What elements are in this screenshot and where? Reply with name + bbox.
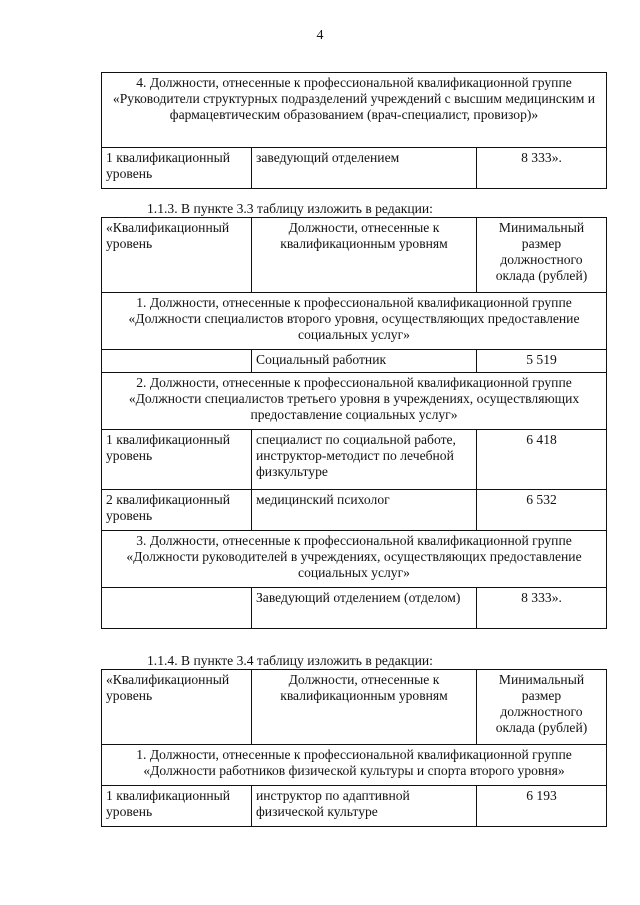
table-row: [102, 490, 607, 531]
position-cell: Социальный работник: [252, 350, 477, 373]
group-heading-row: [102, 373, 607, 430]
qualification-level-cell: [102, 588, 252, 629]
position-cell: Заведующий отделением (отделом): [252, 588, 477, 629]
group-heading: 2. Должности, отнесенные к профессиональной квалификационной группе «Должности специалистов третьего уровня в учреждениях, осуществляющих предоставление социальных услуг»: [102, 373, 607, 430]
header-qualification-level: «Квалификационный уровень: [102, 218, 252, 293]
header-min-salary: Минимальный размер должностного оклада (рублей): [477, 670, 607, 745]
group-heading-row: [102, 745, 607, 786]
page-number: 4: [316, 28, 324, 43]
salary-cell: 8 333».: [477, 148, 607, 189]
group-heading: 1. Должности, отнесенные к профессиональной квалификационной группе «Должности работников физической культуры и спорта второго уровня»: [102, 745, 607, 786]
qualification-level-cell: 1 квалификационный уровень: [102, 148, 252, 189]
table-row: [102, 148, 607, 189]
qualification-level-cell: [102, 350, 252, 373]
position-cell: инструктор по адаптивной физической культуре: [252, 786, 477, 827]
header-qualification-level: «Квалификационный уровень: [102, 670, 252, 745]
position-cell: специалист по социальной работе, инструктор-методист по лечебной физкультуре: [252, 430, 477, 490]
table-section-3-3: [101, 217, 607, 629]
table-row: [102, 430, 607, 490]
qualification-level-cell: 2 квалификационный уровень: [102, 490, 252, 531]
group-heading: 4. Должности, отнесенные к профессиональной квалификационной группе «Руководители структурных подразделений учреждений с высшим медицинским и фармацевтическим образованием (врач-специалист, провизор)»: [102, 73, 607, 148]
header-min-salary: Минимальный размер должностного оклада (рублей): [477, 218, 607, 293]
group-heading: 3. Должности, отнесенные к профессиональной квалификационной группе «Должности руководителей в учреждениях, осуществляющих предоставление социальных услуг»: [102, 531, 607, 588]
table-row: [102, 786, 607, 827]
paragraph-1-1-3: 1.1.3. В пункте 3.3 таблицу изложить в редакции:: [147, 201, 433, 216]
salary-cell: 6 418: [477, 430, 607, 490]
salary-cell: 6 532: [477, 490, 607, 531]
header-row: [102, 670, 607, 745]
group-heading: 1. Должности, отнесенные к профессиональной квалификационной группе «Должности специалистов второго уровня, осуществляющих предоставление социальных услуг»: [102, 293, 607, 350]
table-group-4: [101, 72, 607, 189]
group-heading-row: [102, 293, 607, 350]
header-positions: Должности, отнесенные к квалификационным уровням: [252, 218, 477, 293]
qualification-level-cell: 1 квалификационный уровень: [102, 430, 252, 490]
qualification-level-cell: 1 квалификационный уровень: [102, 786, 252, 827]
header-row: [102, 218, 607, 293]
salary-cell: 6 193: [477, 786, 607, 827]
table-row: [102, 350, 607, 373]
group-heading-row: [102, 531, 607, 588]
paragraph-1-1-4: 1.1.4. В пункте 3.4 таблицу изложить в редакции:: [147, 653, 433, 668]
salary-cell: 8 333».: [477, 588, 607, 629]
table-section-3-4: [101, 669, 607, 827]
group-heading-row: [102, 73, 607, 148]
salary-cell: 5 519: [477, 350, 607, 373]
header-positions: Должности, отнесенные к квалификационным уровням: [252, 670, 477, 745]
position-cell: медицинский психолог: [252, 490, 477, 531]
position-cell: заведующий отделением: [252, 148, 477, 189]
table-row: [102, 588, 607, 629]
